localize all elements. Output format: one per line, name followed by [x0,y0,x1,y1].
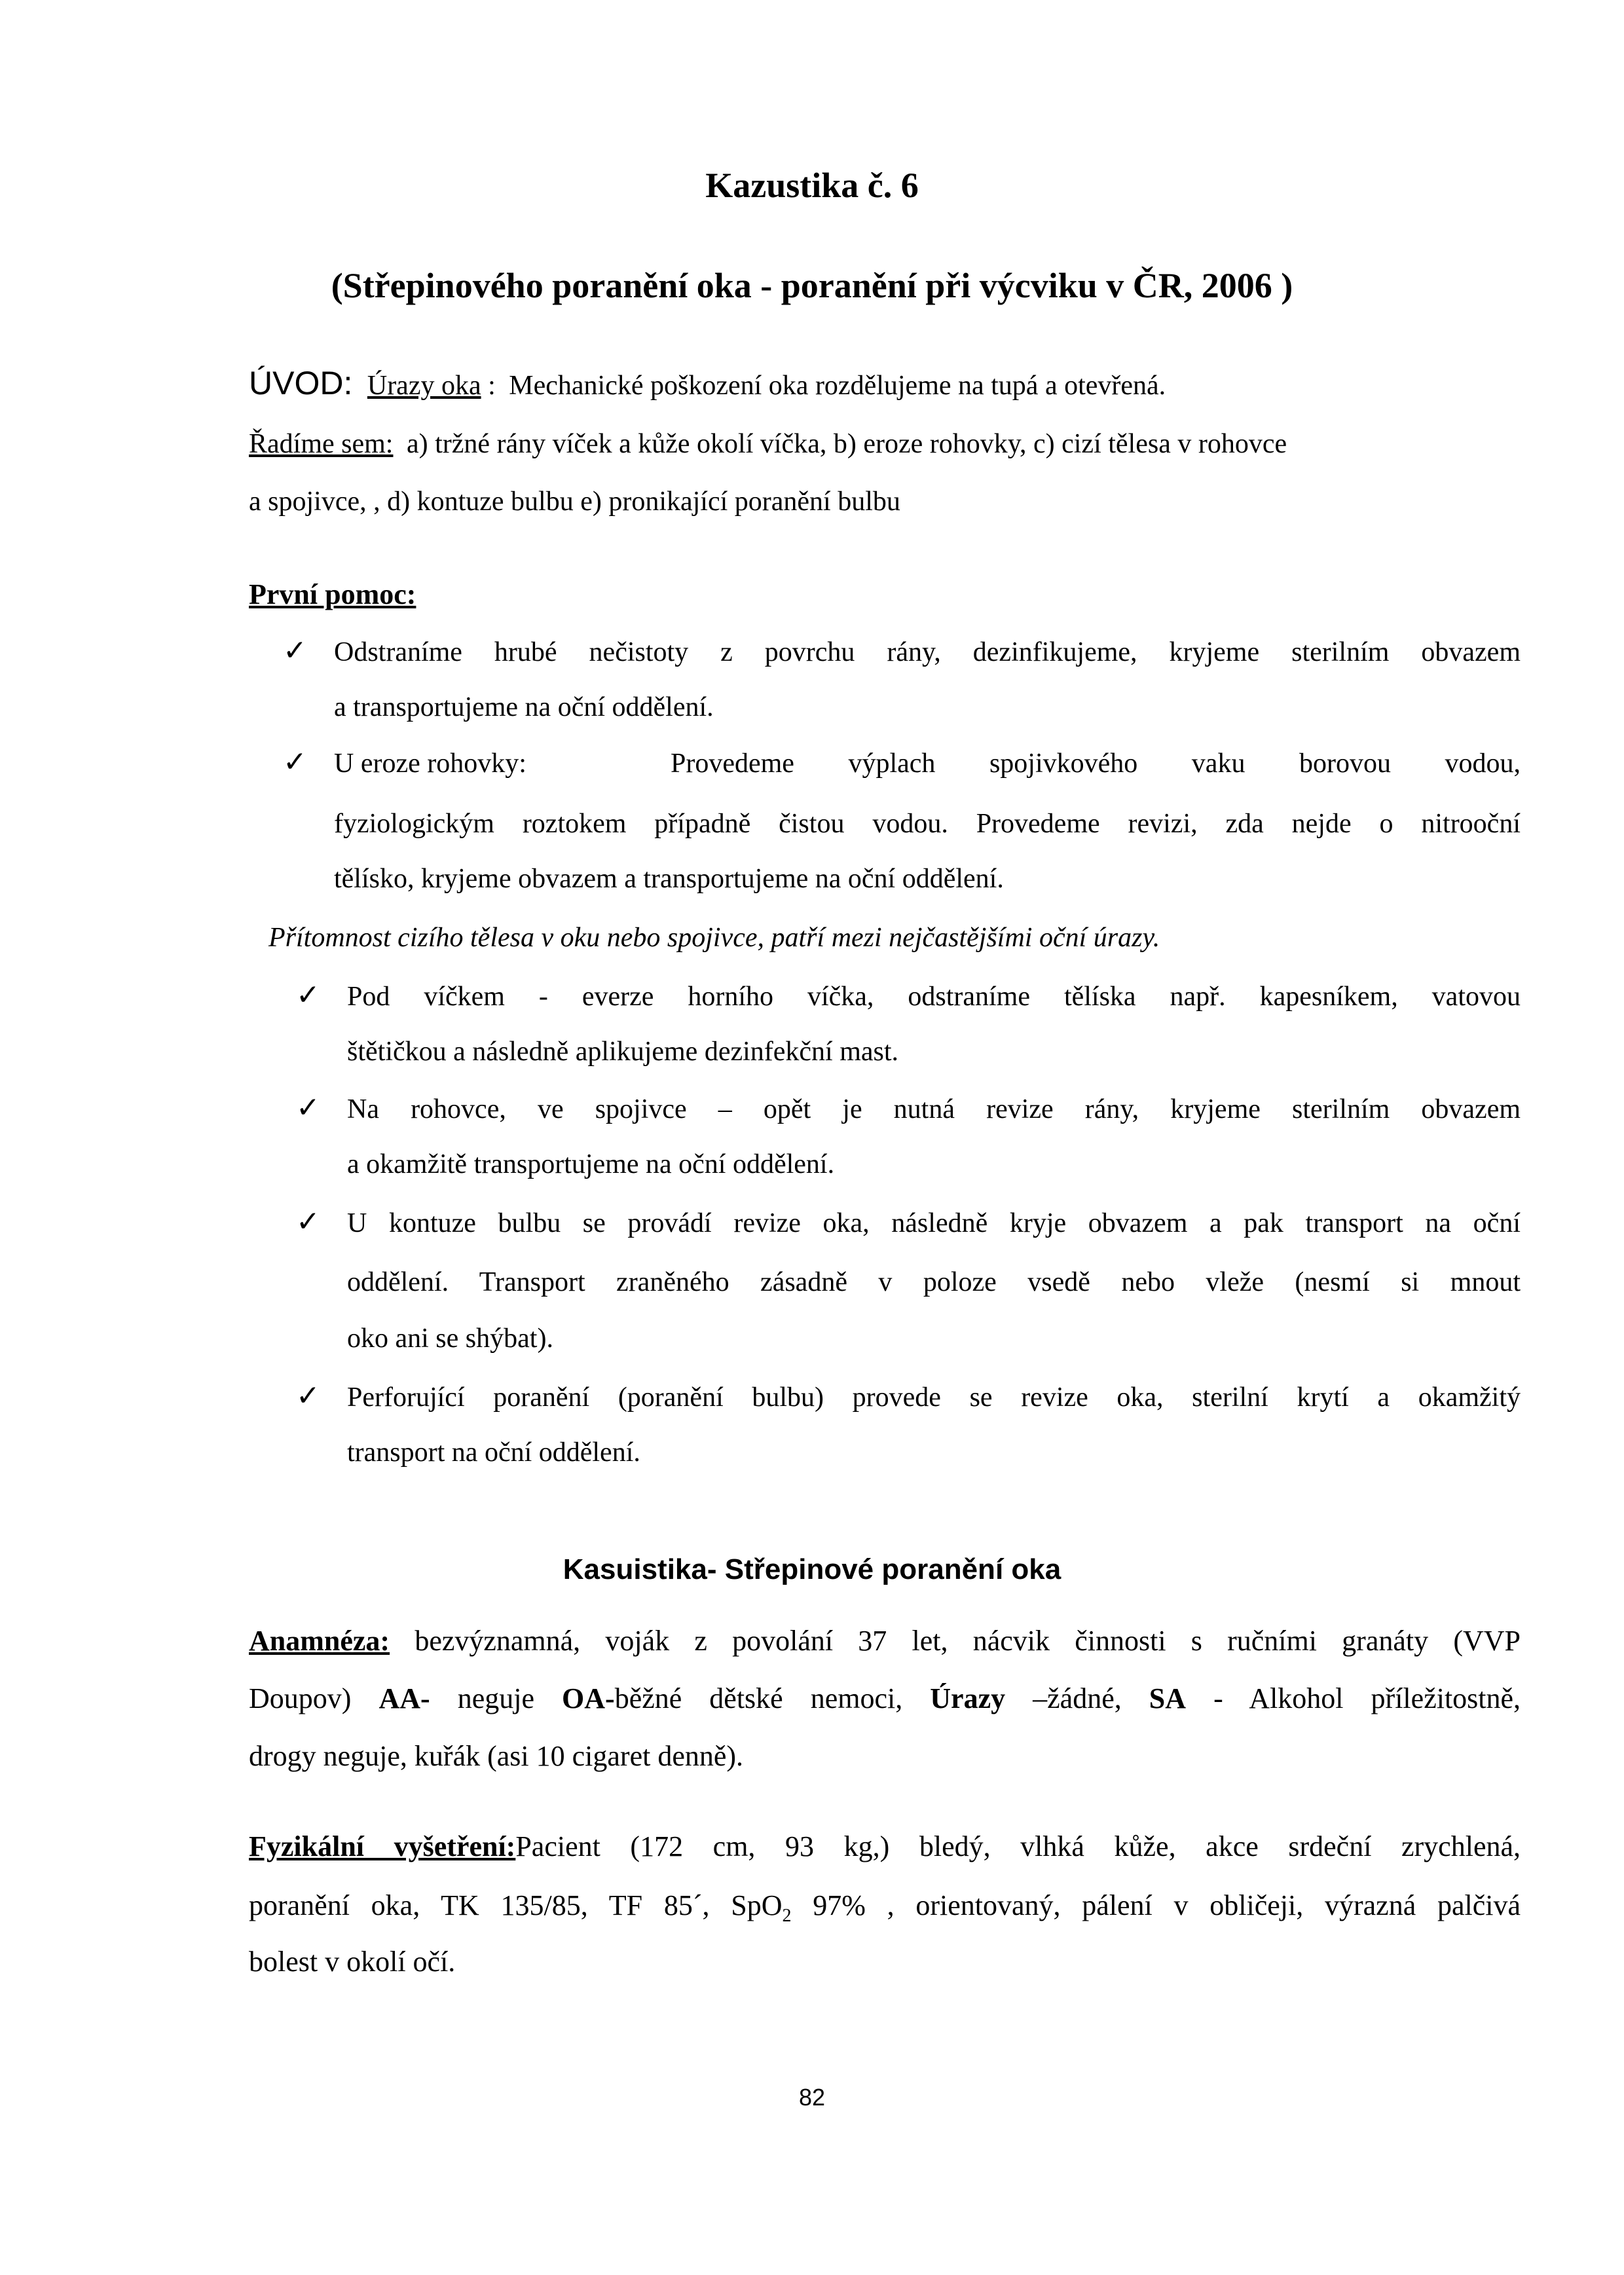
intro-line-2 [249,428,1521,460]
page-number: 82 [798,2084,826,2111]
aa-text: neguje [457,1682,534,1714]
first-aid-item-2-lead: U eroze rohovky: [334,749,526,779]
exam-text-1: Pacient (172 cm, 93 kg,) bledý, vlhká kůže, akce srdeční zrychlená, [515,1830,1521,1862]
first-aid-item-2-line-2: fyziologickým roztokem případně čistou vodou. Provedeme revizi, zda nejde o nitrooční [334,809,1521,839]
first-aid-item-5-line-1: U kontuze bulbu se provádí revize oka, následně kryje obvazem a pak transport na oční [347,1208,1521,1238]
check-icon: ✓ [296,978,320,1012]
aa-label: AA- [378,1682,430,1714]
urazy-label: Úrazy [930,1682,1006,1714]
oa-label: OA- [562,1682,615,1714]
anamnesis-text-3: drogy neguje, kuřák (asi 10 cigaret denně). [249,1740,744,1772]
foreign-body-note: Přítomnost cizího tělesa v oku nebo spojivce, patří mezi nejčastějšími oční úrazy. [268,923,1160,953]
intro-topic: Úrazy oka [367,371,481,401]
anamnesis-line-1 [249,1624,1521,1657]
anamnesis-text-2a: Doupov) [249,1682,352,1714]
anamnesis-line-2 [249,1682,1521,1715]
first-aid-item-6-line-2: transport na oční oddělení. [347,1437,640,1468]
exam-text-3: bolest v okolí očí. [249,1946,456,1978]
check-icon: ✓ [296,1091,320,1124]
exam-text-2-sub: 2 [782,1905,792,1926]
first-aid-item-2-line-3: tělísko, kryjeme obvazem a transportujeme na oční oddělení. [334,864,1004,894]
anamnesis-text-1: bezvýznamná, voják z povolání 37 let, nácvik činnosti s ručními granáty (VVP [415,1625,1521,1657]
urazy-text: –žádné, [1033,1682,1122,1714]
intro-line-1 [249,364,1521,402]
exam-line-1 [249,1830,1521,1863]
check-icon: ✓ [296,1205,320,1238]
intro-text-3: a spojivce, , d) kontuze bulbu e) pronikající poranění bulbu [249,487,900,517]
first-aid-item-5-line-2: oddělení. Transport zraněného zásadně v poloze vsedě nebo vleže (nesmí si mnout [347,1267,1521,1297]
case-heading: Kasuistika- Střepinové poranění oka [563,1553,1061,1585]
first-aid-item-5-line-3: oko ani se shýbat). [347,1323,553,1354]
intro-line2-label: Řadíme sem: [249,429,394,459]
check-icon: ✓ [283,634,307,667]
first-aid-item-2-line-1: Provedeme výplach spojivkového vaku borovou vodou, [671,749,1521,779]
intro-colon: : [488,371,496,401]
first-aid-item-6-line-1: Perforující poranění (poranění bulbu) provede se revize oka, sterilní krytí a okamžitý [347,1382,1521,1413]
intro-label: ÚVOD: [249,365,353,401]
sa-text: - Alkohol příležitostně, [1213,1682,1521,1714]
exam-line-2 [249,1889,1521,1927]
case-subtitle: (Střepinového poranění oka - poranění při výcviku v ČR, 2006 ) [331,266,1293,305]
intro-text-2: a) tržné rány víček a kůže okolí víčka, b) eroze rohovky, c) cizí tělesa v rohovce [406,429,1287,459]
first-aid-item-3-line-1: Pod víčkem - everze horního víčka, odstraníme tělíska např. kapesníkem, vatovou [347,982,1521,1012]
exam-label: Fyzikální vyšetření: [249,1830,516,1862]
sa-label: SA [1149,1682,1187,1714]
first-aid-item-1-line-2: a transportujeme na oční oddělení. [334,692,714,722]
anamnesis-label: Anamnéza: [249,1625,390,1657]
first-aid-item-1-line-1: Odstraníme hrubé nečistoty z povrchu rány, dezinfikujeme, kryjeme sterilním obvazem [334,637,1521,667]
case-title: Kazustika č. 6 [705,166,919,205]
oa-text: běžné dětské nemoci, [614,1682,903,1714]
first-aid-heading: První pomoc: [249,578,416,610]
first-aid-item-4-line-1: Na rohovce, ve spojivce – opět je nutná revize rány, kryjeme sterilním obvazem [347,1094,1521,1124]
first-aid-item-3-line-2: štětičkou a následně aplikujeme dezinfekční mast. [347,1037,899,1067]
first-aid-item-4-line-2: a okamžitě transportujeme na oční oddělení. [347,1149,835,1179]
exam-text-2b: 97% , orientovaný, pálení v obličeji, výrazná palčivá [791,1889,1521,1921]
intro-text-1: Mechanické poškození oka rozdělujeme na tupá a otevřená. [509,371,1166,401]
check-icon: ✓ [296,1379,320,1413]
exam-text-2a: poranění oka, TK 135/85, TF 85´, SpO [249,1889,783,1921]
check-icon: ✓ [283,745,307,779]
